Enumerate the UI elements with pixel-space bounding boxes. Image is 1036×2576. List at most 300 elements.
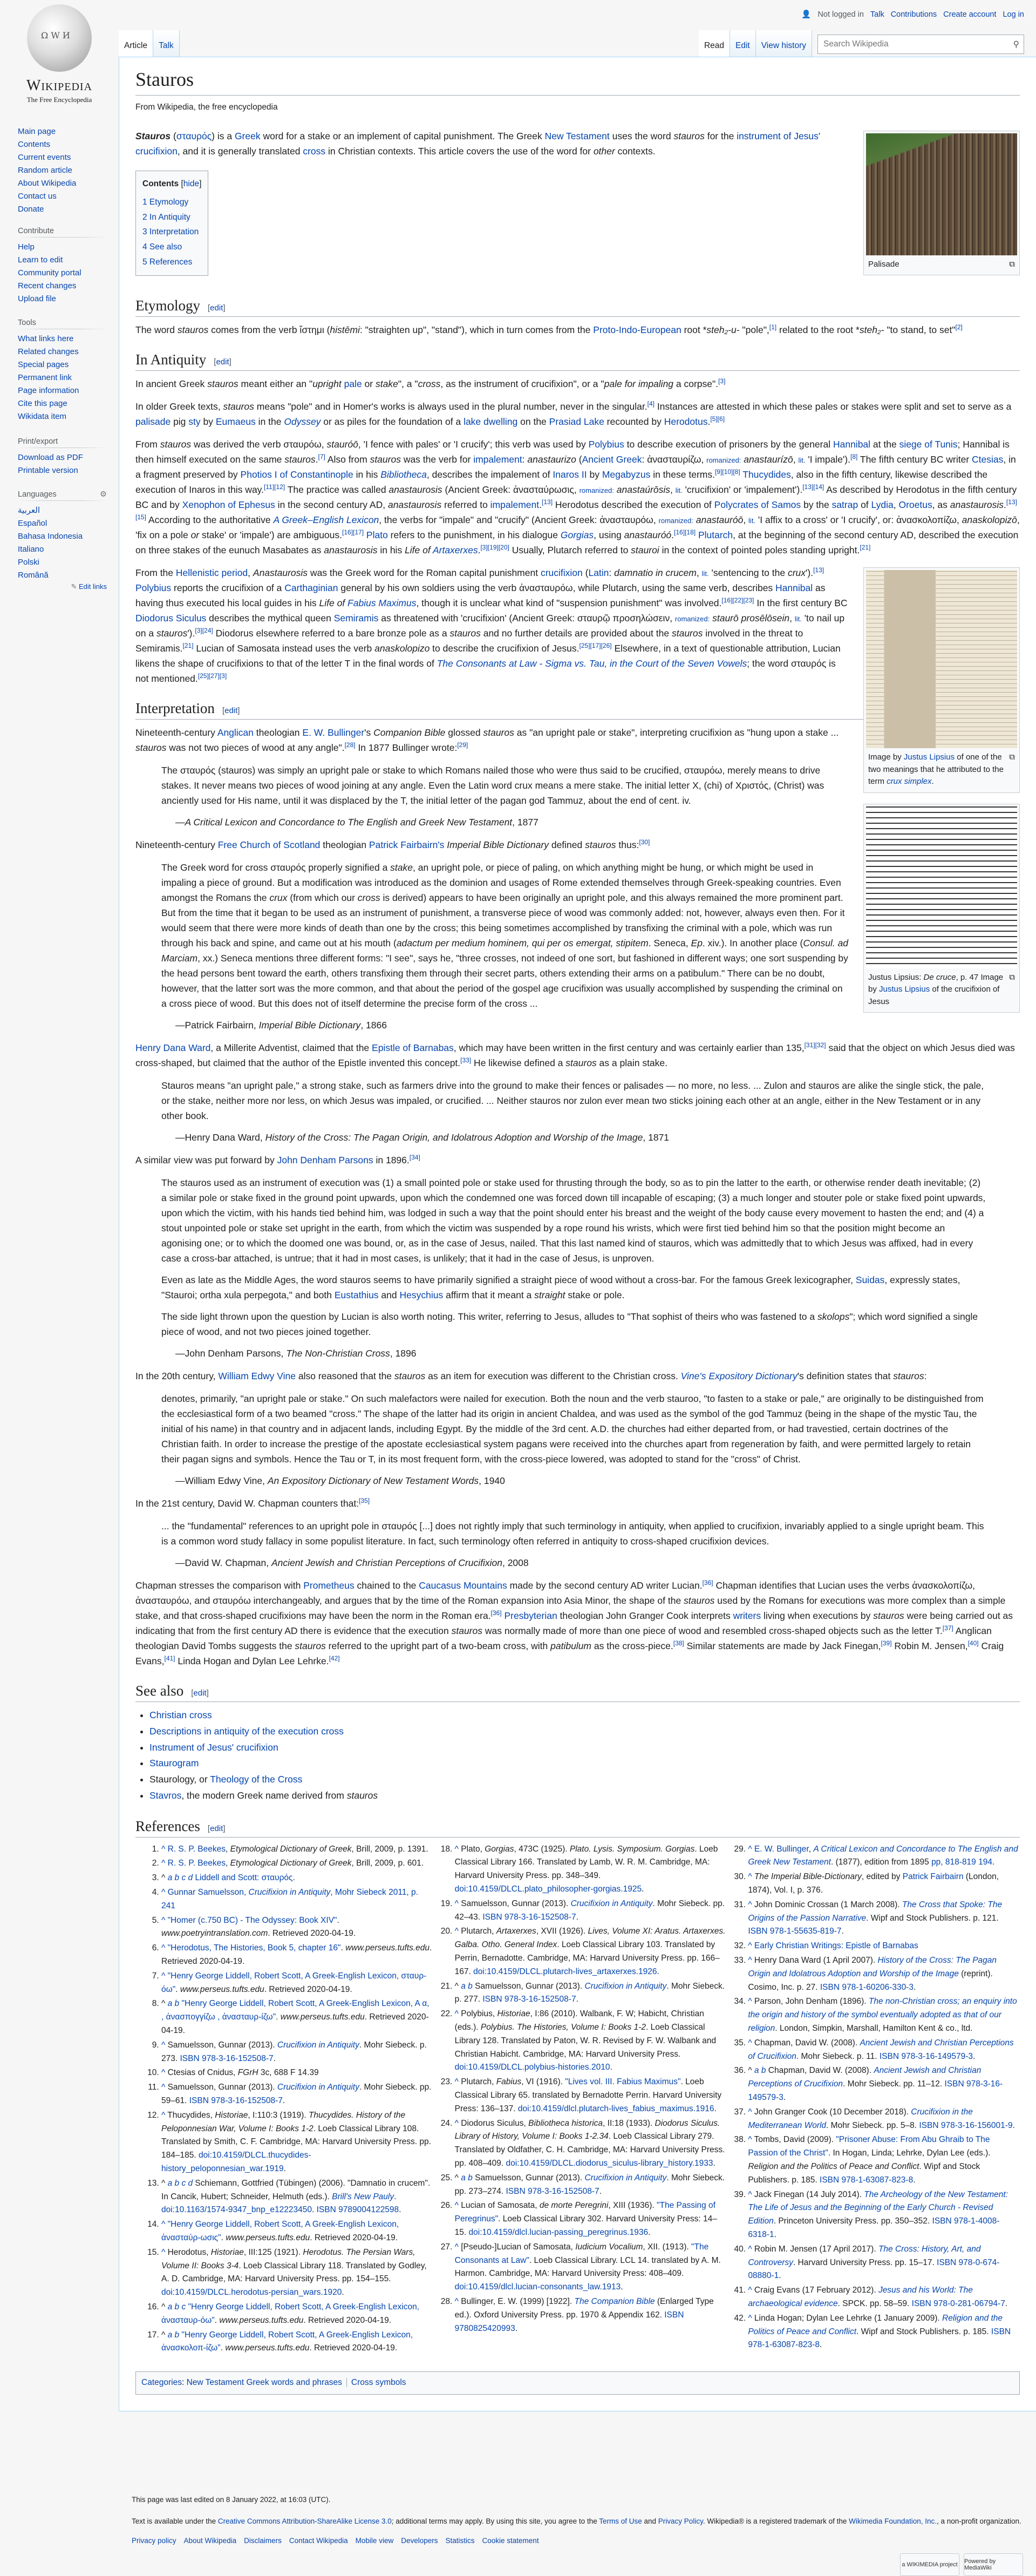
language-link-link[interactable]: Română — [18, 571, 49, 580]
edit-section-link[interactable]: edit — [193, 1689, 207, 1698]
inline-link[interactable]: pp, 818-819 — [931, 1858, 976, 1867]
citation-link[interactable]: [13][14] — [802, 483, 824, 491]
inline-link[interactable]: ^ — [748, 2313, 752, 2323]
inline-link[interactable]: Hannibal — [775, 582, 813, 594]
inline-link[interactable]: Creative Commons Attribution-ShareAlike License 3.0 — [217, 2517, 392, 2525]
inline-link[interactable]: Epistle of Barnabas — [372, 1042, 454, 1054]
sidebar-tools-item[interactable] — [18, 345, 107, 358]
inline-link[interactable]: Lydia — [871, 499, 894, 511]
inline-link[interactable]: Prometheus — [303, 1580, 355, 1591]
inline-link[interactable]: "Herodotus, The Histories, Book 5, chapter 16" — [167, 1943, 341, 1953]
sidebar-contribute-item-link[interactable]: Recent changes — [18, 281, 77, 290]
inline-link[interactable]: a b c d — [167, 1873, 193, 1883]
edit-links[interactable]: Edit links — [78, 582, 107, 591]
inline-link[interactable]: doi:10.4159/DLCL.plato_philosopher-gorgias.1925 — [454, 1884, 642, 1894]
language-link[interactable] — [18, 530, 107, 543]
inline-link[interactable]: John Denham Parsons — [277, 1155, 373, 1166]
inline-link[interactable]: Gorgias — [560, 530, 594, 541]
inline-link[interactable]: Privacy Policy — [658, 2517, 703, 2525]
sidebar-contribute-item[interactable] — [18, 241, 107, 254]
inline-link[interactable]: Crucifixion in Antiquity — [277, 2083, 359, 2092]
inline-link[interactable]: Staurogram — [149, 1758, 199, 1769]
inline-link[interactable]: Ancient Greek — [582, 454, 642, 465]
inline-link[interactable]: ^ — [454, 2118, 459, 2128]
inline-link[interactable]: pale — [344, 378, 362, 390]
enlarge-icon[interactable]: ⧉ — [1009, 259, 1015, 269]
inline-link[interactable]: Greek — [234, 130, 261, 141]
inline-link[interactable]: Presbyterian — [504, 1610, 557, 1622]
sidebar-nav-item-link[interactable]: Random article — [18, 166, 72, 175]
inline-link[interactable]: Descriptions in antiquity of the execution cross — [149, 1725, 344, 1737]
inline-link[interactable]: ISBN 978-3-16-149579-3 — [879, 2051, 973, 2061]
citation-link[interactable]: [38] — [673, 1639, 684, 1648]
edit-section-link[interactable]: edit — [210, 1823, 223, 1833]
sidebar-tools-item-link[interactable]: Wikidata item — [18, 412, 67, 421]
inline-link[interactable]: ISBN 978-3-16-149579-3 — [748, 2079, 1003, 2102]
sidebar-tools-item-link[interactable]: Related changes — [18, 347, 79, 356]
wikipedia-logo[interactable] — [12, 4, 107, 107]
inline-link[interactable]: ^ — [454, 2009, 459, 2019]
inline-link[interactable]: ISBN 978-0-281-06794-7 — [911, 2299, 1005, 2308]
sidebar-contribute-item-link[interactable]: Community portal — [18, 268, 81, 277]
inline-link[interactable]: ^ — [454, 2296, 459, 2306]
inline-link[interactable]: a b c d — [167, 2178, 193, 2188]
inline-link[interactable]: ISBN 978-1-63087-823-8 — [748, 2327, 1011, 2350]
talk-link[interactable]: Talk — [870, 10, 884, 19]
inline-link[interactable]: Caucasus Mountains — [419, 1580, 507, 1591]
inline-link[interactable]: ^ — [748, 2135, 752, 2145]
sidebar-tools-item-link[interactable]: Page information — [18, 386, 79, 395]
citation-link[interactable]: [36] — [702, 1579, 713, 1587]
inline-link[interactable]: Justus Lipsius — [903, 753, 955, 762]
inline-link[interactable]: The Companion Bible — [574, 2296, 655, 2306]
powered-by-mediawiki-badge[interactable]: Powered by MediaWiki — [964, 2553, 1023, 2576]
sidebar-contribute-item-link[interactable]: Learn to edit — [18, 255, 63, 265]
sidebar-nav-item-link[interactable]: About Wikipedia — [18, 179, 77, 188]
inline-link[interactable]: R. S. P. Beekes — [167, 1859, 226, 1868]
inline-link[interactable]: a b — [167, 2330, 180, 2340]
footer-link[interactable]: Mobile view — [355, 2537, 394, 2545]
inline-link[interactable]: A Greek–English Lexicon — [273, 514, 379, 526]
inline-link[interactable]: ISBN 978-3-16-152508-7 — [189, 2096, 283, 2105]
citation-link[interactable]: [9][10][8] — [714, 468, 740, 476]
inline-link[interactable]: "Henry George Liddell, Robert Scott, A Greek-English Lexicon, ἀνασταύρ-ωσις" — [161, 2220, 399, 2242]
inline-link[interactable]: "Prisoner Abuse: From Abu Ghraib to The Passion of the Christ" — [748, 2135, 990, 2158]
inline-link[interactable]: ^ — [748, 2244, 752, 2254]
inline-link[interactable]: Justus Lipsius — [879, 985, 930, 994]
toc-item[interactable] — [142, 255, 201, 270]
citation-link[interactable]: [39] — [881, 1639, 892, 1648]
sidebar-tools-item-link[interactable]: What links here — [18, 334, 74, 343]
language-link[interactable] — [18, 504, 107, 517]
sidebar-contribute-item-link[interactable]: Upload file — [18, 294, 56, 303]
inline-link[interactable]: Crucifixion in Antiquity — [570, 1899, 653, 1908]
inline-link[interactable]: ^ — [748, 1844, 752, 1854]
inline-link[interactable]: ^ — [748, 1941, 752, 1951]
inline-link[interactable]: ^ — [161, 2083, 166, 2092]
inline-link[interactable]: ISBN 978-0-674-08880-1 — [748, 2258, 1000, 2281]
sidebar-contribute-item[interactable] — [18, 280, 107, 293]
citation-link[interactable]: [16][22][23] — [721, 596, 754, 605]
inline-link[interactable]: ^ — [454, 2201, 459, 2211]
inline-link[interactable]: lake dwelling — [464, 416, 518, 428]
citation-link[interactable]: [21] — [182, 642, 194, 650]
tab-talk[interactable]: Talk — [153, 30, 180, 57]
inline-link[interactable]: ISBN 978-1-55635-819-7 — [748, 1927, 842, 1936]
inline-link[interactable]: Semiramis — [333, 613, 379, 624]
inline-link[interactable]: ISBN 9780825420993 — [454, 2310, 684, 2333]
inline-link[interactable]: Odyssey — [284, 416, 321, 428]
sidebar-tools-item[interactable] — [18, 410, 107, 423]
inline-link[interactable]: ^ — [748, 1956, 752, 1965]
edit-section-link[interactable]: edit — [224, 706, 238, 716]
inline-link[interactable]: ^ — [748, 2107, 752, 2117]
inline-link[interactable]: Early Christian Writings: Epistle of Barnabas — [754, 1941, 918, 1951]
inline-link[interactable]: Photios I of Constantinople — [240, 469, 353, 480]
inline-link[interactable]: ^ — [748, 2038, 752, 2048]
search-input[interactable] — [822, 39, 1013, 50]
citation-link[interactable]: [8] — [850, 453, 858, 461]
sidebar-print-item-link[interactable]: Download as PDF — [18, 453, 83, 462]
toc-item-link[interactable]: 3 Interpretation — [142, 227, 199, 237]
inline-link[interactable]: Ancient Jewish and Christian Perceptions of Crucifixion — [748, 2038, 1014, 2061]
inline-link[interactable]: ^ — [454, 2077, 459, 2087]
footer-link[interactable]: Cookie statement — [482, 2537, 539, 2545]
inline-link[interactable]: Crucifixion in Antiquity — [248, 1888, 331, 1897]
sidebar-print-item[interactable] — [18, 451, 107, 464]
toc-item-link[interactable]: 2 In Antiquity — [142, 212, 190, 222]
gloss-abbrev[interactable]: lit. — [701, 570, 709, 578]
citation-link[interactable]: [30] — [639, 838, 650, 846]
inline-link[interactable]: a b — [461, 2173, 473, 2182]
inline-link[interactable]: ^ — [161, 1943, 166, 1953]
sidebar-tools-item[interactable] — [18, 371, 107, 384]
inline-link[interactable]: Religion and the Politics of Peace and Conflict — [748, 2313, 1003, 2336]
sidebar-nav-item-link[interactable]: Contents — [18, 140, 51, 149]
inline-link[interactable]: "Henry George Liddell, Robert Scott, A Greek-English Lexicon, ἀνασκολοπ-ίζω" — [161, 2330, 413, 2353]
citation-link[interactable]: [13] — [813, 566, 824, 574]
inline-link[interactable]: Anglican — [217, 727, 254, 738]
lipsius-engraving-image[interactable] — [866, 570, 1017, 748]
inline-link[interactable]: crux simplex — [887, 777, 932, 787]
tab-view-history[interactable]: View history — [756, 30, 812, 57]
inline-link[interactable]: Wikimedia Foundation, Inc. — [849, 2517, 937, 2525]
enlarge-icon[interactable]: ⧉ — [1009, 753, 1015, 762]
search-icon[interactable]: ⚲ — [1013, 39, 1019, 49]
inline-link[interactable]: palisade — [135, 416, 171, 428]
inline-link[interactable]: sty — [188, 416, 201, 428]
gloss-abbrev[interactable]: lit. — [798, 456, 806, 465]
inline-link[interactable]: Plutarch — [698, 530, 733, 541]
inline-link[interactable]: Vine's Expository Dictionary — [680, 1371, 798, 1382]
inline-link[interactable]: Fabius Maximus — [347, 598, 417, 609]
inline-link[interactable]: instrument of Jesus' crucifixion — [135, 130, 821, 157]
inline-link[interactable]: ^ — [454, 2242, 459, 2252]
toc-item[interactable] — [142, 195, 201, 210]
sidebar-print-item[interactable] — [18, 464, 107, 477]
inline-link[interactable]: ^ — [161, 1915, 166, 1925]
inline-link[interactable]: The Consonants at Law - Sigma vs. Tau, in the Court of the Seven Vowels — [437, 658, 747, 669]
inline-link[interactable]: ^ — [161, 1844, 166, 1854]
citation-link[interactable]: [16][18] — [674, 528, 696, 537]
inline-link[interactable]: Brill's New Pauly — [332, 2192, 394, 2201]
inline-link[interactable]: ISBN 978-3-16-152508-7 — [506, 2186, 599, 2196]
footer-link[interactable]: Privacy policy — [132, 2537, 176, 2545]
sidebar-contribute-item[interactable] — [18, 293, 107, 306]
citation-link[interactable]: [3][24] — [195, 627, 213, 635]
citation-link[interactable]: [42] — [329, 1655, 340, 1663]
inline-link[interactable]: doi:10.4159/DLCL.herodotus-persian_wars.1920 — [161, 2288, 342, 2297]
sidebar-nav-item[interactable] — [18, 203, 107, 216]
language-link-link[interactable]: Polski — [18, 558, 40, 567]
inline-link[interactable]: σταυρός — [176, 130, 212, 141]
inline-link[interactable]: Ancient Jewish and Christian Perceptions of Crucifixion — [748, 2066, 982, 2089]
inline-link[interactable]: "Homer (c.750 BC) - The Odyssey: Book XIV" — [167, 1915, 337, 1925]
sidebar-nav-item[interactable] — [18, 151, 107, 164]
inline-link[interactable]: doi:10.4159/dlcl.lucian-consonants_law.1913 — [454, 2282, 621, 2292]
inline-link[interactable]: ISBN 978-1-4008-6318-1 — [748, 2216, 1000, 2239]
citation-link[interactable]: [7] — [318, 453, 325, 461]
inline-link[interactable]: Carthaginian — [284, 582, 338, 594]
tab-edit[interactable]: Edit — [730, 30, 756, 57]
citation-link[interactable]: [13] — [542, 498, 553, 506]
citation-link[interactable]: [25][17][26] — [579, 642, 612, 650]
inline-link[interactable]: Oroetus — [898, 499, 932, 511]
language-link-link[interactable]: Bahasa Indonesia — [18, 532, 83, 541]
inline-link[interactable]: a b — [167, 1999, 180, 2009]
inline-link[interactable]: ^ — [748, 1997, 752, 2006]
citation-link[interactable]: [28] — [344, 741, 356, 749]
inline-link[interactable]: Diodorus Siculus — [135, 613, 207, 624]
inline-link[interactable]: doi:10.4159/DLCL.thucydides-history_peloponnesian_war.1919 — [161, 2151, 311, 2173]
sidebar-nav-item-link[interactable]: Contact us — [18, 192, 57, 201]
edit-section-link[interactable]: edit — [216, 357, 229, 367]
wikimedia-project-badge[interactable]: a WIKIMEDIA project — [900, 2553, 959, 2576]
inline-link[interactable]: ^ — [161, 2110, 166, 2120]
citation-link[interactable]: [5][6] — [710, 415, 725, 423]
gloss-abbrev[interactable]: lit. — [794, 615, 802, 623]
toc-item-link[interactable]: 4 See also — [142, 242, 182, 252]
categories-label[interactable]: Categories — [141, 2378, 182, 2388]
inline-link[interactable]: doi:10.4159/DLCL.diodorus_siculus-library_history.1933 — [506, 2158, 713, 2168]
category-link[interactable]: Cross symbols — [351, 2378, 406, 2388]
citation-link[interactable]: [41] — [164, 1655, 175, 1663]
inline-link[interactable]: writers — [733, 1610, 761, 1622]
inline-link[interactable]: Christian cross — [149, 1710, 212, 1721]
citation-link[interactable]: [2] — [955, 323, 963, 331]
citation-link[interactable]: [37] — [942, 1624, 953, 1632]
sidebar-nav-item-link[interactable]: Donate — [18, 205, 44, 214]
inline-link[interactable]: Henry Dana Ward — [135, 1042, 211, 1054]
sidebar-tools-item[interactable] — [18, 358, 107, 371]
sidebar-contribute-item-link[interactable]: Help — [18, 242, 35, 252]
inline-link[interactable]: ^ — [161, 2040, 166, 2050]
lipsius-engraving-image[interactable] — [866, 806, 1017, 968]
inline-link[interactable]: William Edwy Vine — [218, 1371, 296, 1382]
inline-link[interactable]: satrap — [831, 499, 858, 511]
category-link[interactable]: New Testament Greek words and phrases — [186, 2378, 342, 2388]
inline-link[interactable]: Instrument of Jesus' crucifixion — [149, 1741, 278, 1753]
citation-link[interactable]: [1] — [769, 323, 777, 331]
gloss-abbrev[interactable]: lit. — [675, 486, 683, 495]
toc-item-link[interactable]: 1 Etymology — [142, 197, 189, 207]
footer-link[interactable]: About Wikipedia — [183, 2537, 237, 2545]
citation-link[interactable]: [25][27][3] — [197, 672, 227, 680]
create-account-link[interactable]: Create account — [943, 10, 997, 19]
sidebar-nav-item[interactable] — [18, 138, 107, 151]
inline-link[interactable]: siege of Tunis — [899, 439, 958, 450]
inline-link[interactable]: Eustathius — [334, 1290, 379, 1301]
inline-link[interactable]: R. S. P. Beekes — [167, 1844, 226, 1854]
contributions-link[interactable]: Contributions — [890, 10, 937, 19]
inline-link[interactable]: Jesus and his World: The archaeological evidence — [748, 2286, 973, 2308]
sidebar-tools-item-link[interactable]: Cite this page — [18, 399, 67, 408]
gloss-abbrev[interactable]: romanized: — [658, 517, 693, 525]
inline-link[interactable]: "Henry George Liddell, Robert Scott, A Greek-English Lexicon, ἀνασταυρ-όω" — [161, 2302, 420, 2325]
inline-link[interactable]: A Critical Lexicon and Concordance to The English and Greek New Testament — [748, 1844, 1018, 1867]
inline-link[interactable]: Crucifixion in Antiquity — [584, 2173, 667, 2182]
citation-link[interactable]: [35] — [359, 1497, 370, 1505]
language-link[interactable] — [18, 517, 107, 530]
sidebar-tools-item[interactable] — [18, 333, 107, 345]
sidebar-contribute-item[interactable] — [18, 267, 107, 280]
citation-link[interactable]: [21] — [860, 544, 871, 552]
inline-link[interactable]: Proto-Indo-European — [593, 324, 681, 336]
inline-link[interactable]: ^ — [748, 2189, 752, 2199]
inline-link[interactable]: "Henry George Liddell, Robert Scott, A Greek-English Lexicon, A α, , ἀνασπογγίζω , ἀνασταυρ-ίζω" — [161, 1999, 430, 2022]
inline-link[interactable]: ^ — [748, 2286, 752, 2295]
inline-link[interactable]: Xenophon of Ephesus — [182, 499, 275, 511]
gloss-abbrev[interactable]: romanized: — [579, 486, 614, 495]
inline-link[interactable]: ^ — [161, 2247, 166, 2257]
inline-link[interactable]: E. W. Bullinger — [302, 727, 365, 738]
language-link-link[interactable]: Italiano — [18, 545, 44, 554]
citation-link[interactable]: [40] — [967, 1639, 979, 1648]
inline-link[interactable]: ^ — [161, 1888, 166, 1897]
citation-link[interactable]: [31][32] — [804, 1041, 826, 1049]
inline-link[interactable]: ^ — [454, 1927, 459, 1936]
inline-link[interactable]: Bibliotheca — [380, 469, 427, 480]
tab-article[interactable]: Article — [119, 30, 153, 57]
inline-link[interactable]: ^ — [161, 2220, 166, 2229]
inline-link[interactable]: The Cross: History, Art, and Controversy — [748, 2244, 981, 2267]
sidebar-nav-item[interactable] — [18, 190, 107, 203]
inline-link[interactable]: ISBN 978-3-16-152508-7 — [482, 1995, 576, 2004]
inline-link[interactable]: ISBN 978-3-16-156001-9 — [919, 2120, 1013, 2130]
inline-link[interactable]: crucifixion — [540, 567, 583, 579]
inline-link[interactable]: impalement — [473, 454, 522, 465]
inline-link[interactable]: a b c — [167, 2302, 186, 2311]
inline-link[interactable]: "The Passing of Peregrinus" — [454, 2201, 715, 2224]
citation-link[interactable]: [16][17] — [342, 528, 364, 537]
inline-link[interactable]: The Archeology of the New Testament: The Life of Jesus and the Beginning of the Early Church - Revised Edition — [748, 2189, 1008, 2226]
palisade-image[interactable] — [866, 133, 1017, 255]
inline-link[interactable]: Prasiad Lake — [549, 416, 604, 428]
inline-link[interactable]: Hellenistic period — [175, 567, 248, 579]
inline-link[interactable]: ISBN 978-3-16-152508-7 — [180, 2053, 274, 2063]
sidebar-nav-item-link[interactable]: Main page — [18, 127, 56, 136]
sidebar-nav-item[interactable] — [18, 125, 107, 138]
inline-link[interactable]: cross — [303, 145, 326, 157]
inline-link[interactable]: ^ — [161, 2068, 166, 2078]
inline-link[interactable]: Patrick Fairbairn — [902, 1872, 964, 1882]
sidebar-tools-item-link[interactable]: Permanent link — [18, 373, 72, 382]
inline-link[interactable]: Crucifixion in the Mediterranean World — [748, 2107, 973, 2130]
inline-link[interactable]: Theology of the Cross — [210, 1774, 303, 1785]
inline-link[interactable]: ^ — [748, 1872, 752, 1882]
inline-link[interactable]: doi:10.1163/1574-9347_bnp_e12223450 — [161, 2205, 312, 2215]
inline-link[interactable]: Megabyzus — [602, 469, 651, 480]
inline-link[interactable]: E. W. Bullinger — [754, 1844, 809, 1854]
toc-item[interactable] — [142, 210, 201, 225]
inline-link[interactable]: Patrick Fairbairn's — [369, 839, 445, 851]
sidebar-print-item-link[interactable]: Printable version — [18, 466, 78, 475]
inline-link[interactable]: doi:10.4159/dlcl.plutarch-lives_fabius_maximus.1916 — [517, 2104, 714, 2113]
inline-link[interactable]: Stavros — [149, 1789, 182, 1801]
language-link[interactable] — [18, 543, 107, 556]
inline-link[interactable]: doi:10.4159/DLCL.polybius-histories.2010 — [454, 2063, 610, 2072]
citation-link[interactable]: [4] — [647, 400, 655, 408]
inline-link[interactable]: Hesychius — [399, 1290, 444, 1301]
inline-link[interactable]: ISBN 978-1-60206-330-3 — [820, 1982, 914, 1992]
inline-link[interactable]: doi:10.4159/dlcl.lucian-passing_peregrinus.1936 — [468, 2227, 649, 2237]
sidebar-tools-item[interactable] — [18, 384, 107, 397]
citation-link[interactable]: [3][19][20] — [480, 544, 509, 552]
toc-item[interactable] — [142, 225, 201, 240]
sidebar-tools-item[interactable] — [18, 397, 107, 410]
footer-link[interactable]: Disclaimers — [244, 2537, 282, 2545]
inline-link[interactable]: The non-Christian cross; an enquiry into the origin and history of the symbol eventually adopted as that of our religion — [748, 1997, 1017, 2033]
inline-link[interactable]: Free Church of Scotland — [217, 839, 321, 851]
inline-link[interactable]: , Mohr Siebeck 2011, p. 241 — [161, 1888, 418, 1910]
toc-item[interactable] — [142, 240, 201, 255]
citation-link[interactable]: [29] — [457, 741, 468, 749]
sidebar-nav-item[interactable] — [18, 164, 107, 177]
language-link[interactable] — [18, 569, 107, 582]
inline-link[interactable]: Terms of Use — [599, 2517, 642, 2525]
inline-link[interactable]: Thucydides — [742, 469, 791, 480]
language-link-link[interactable]: Español — [18, 519, 47, 528]
citation-link[interactable]: [33] — [460, 1056, 472, 1065]
inline-link[interactable]: 194 — [978, 1858, 992, 1867]
gloss-abbrev[interactable]: romanized: — [674, 615, 710, 623]
inline-link[interactable]: Crucifixion in Antiquity — [584, 1981, 667, 1991]
inline-link[interactable]: doi:10.4159/DLCL.plutarch-lives_artaxerxes.1926 — [473, 1967, 657, 1976]
inline-link[interactable]: "The Consonants at Law" — [454, 2242, 709, 2265]
inline-link[interactable]: Crucifixion in Antiquity — [277, 2040, 359, 2050]
inline-link[interactable]: "Lives vol. III. Fabius Maximus" — [565, 2077, 681, 2087]
sidebar-nav-item[interactable] — [18, 177, 107, 190]
citation-link[interactable]: [13][15] — [135, 498, 1017, 521]
inline-link[interactable]: Ctesias — [972, 454, 1004, 465]
toc-item-link[interactable]: 5 References — [142, 257, 193, 267]
tab-read[interactable]: Read — [699, 30, 730, 57]
enlarge-icon[interactable]: ⧉ — [1009, 972, 1015, 982]
gear-icon[interactable]: ⚙ — [100, 490, 107, 499]
footer-link[interactable]: Developers — [401, 2537, 438, 2545]
inline-link[interactable]: ^ — [161, 1859, 166, 1868]
inline-link[interactable]: Herodotus — [664, 416, 708, 428]
citation-link[interactable]: [11][12] — [264, 483, 285, 491]
language-link-link[interactable]: العربية — [18, 506, 40, 515]
sidebar-contribute-item[interactable] — [18, 254, 107, 267]
inline-link[interactable]: Hannibal — [833, 439, 871, 450]
inline-link[interactable]: Polybius — [135, 582, 172, 594]
inline-link[interactable]: impalement — [490, 499, 540, 511]
toc-hide-toggle[interactable]: hide — [183, 179, 200, 188]
footer-link[interactable]: Statistics — [445, 2537, 475, 2545]
language-link[interactable] — [18, 556, 107, 569]
